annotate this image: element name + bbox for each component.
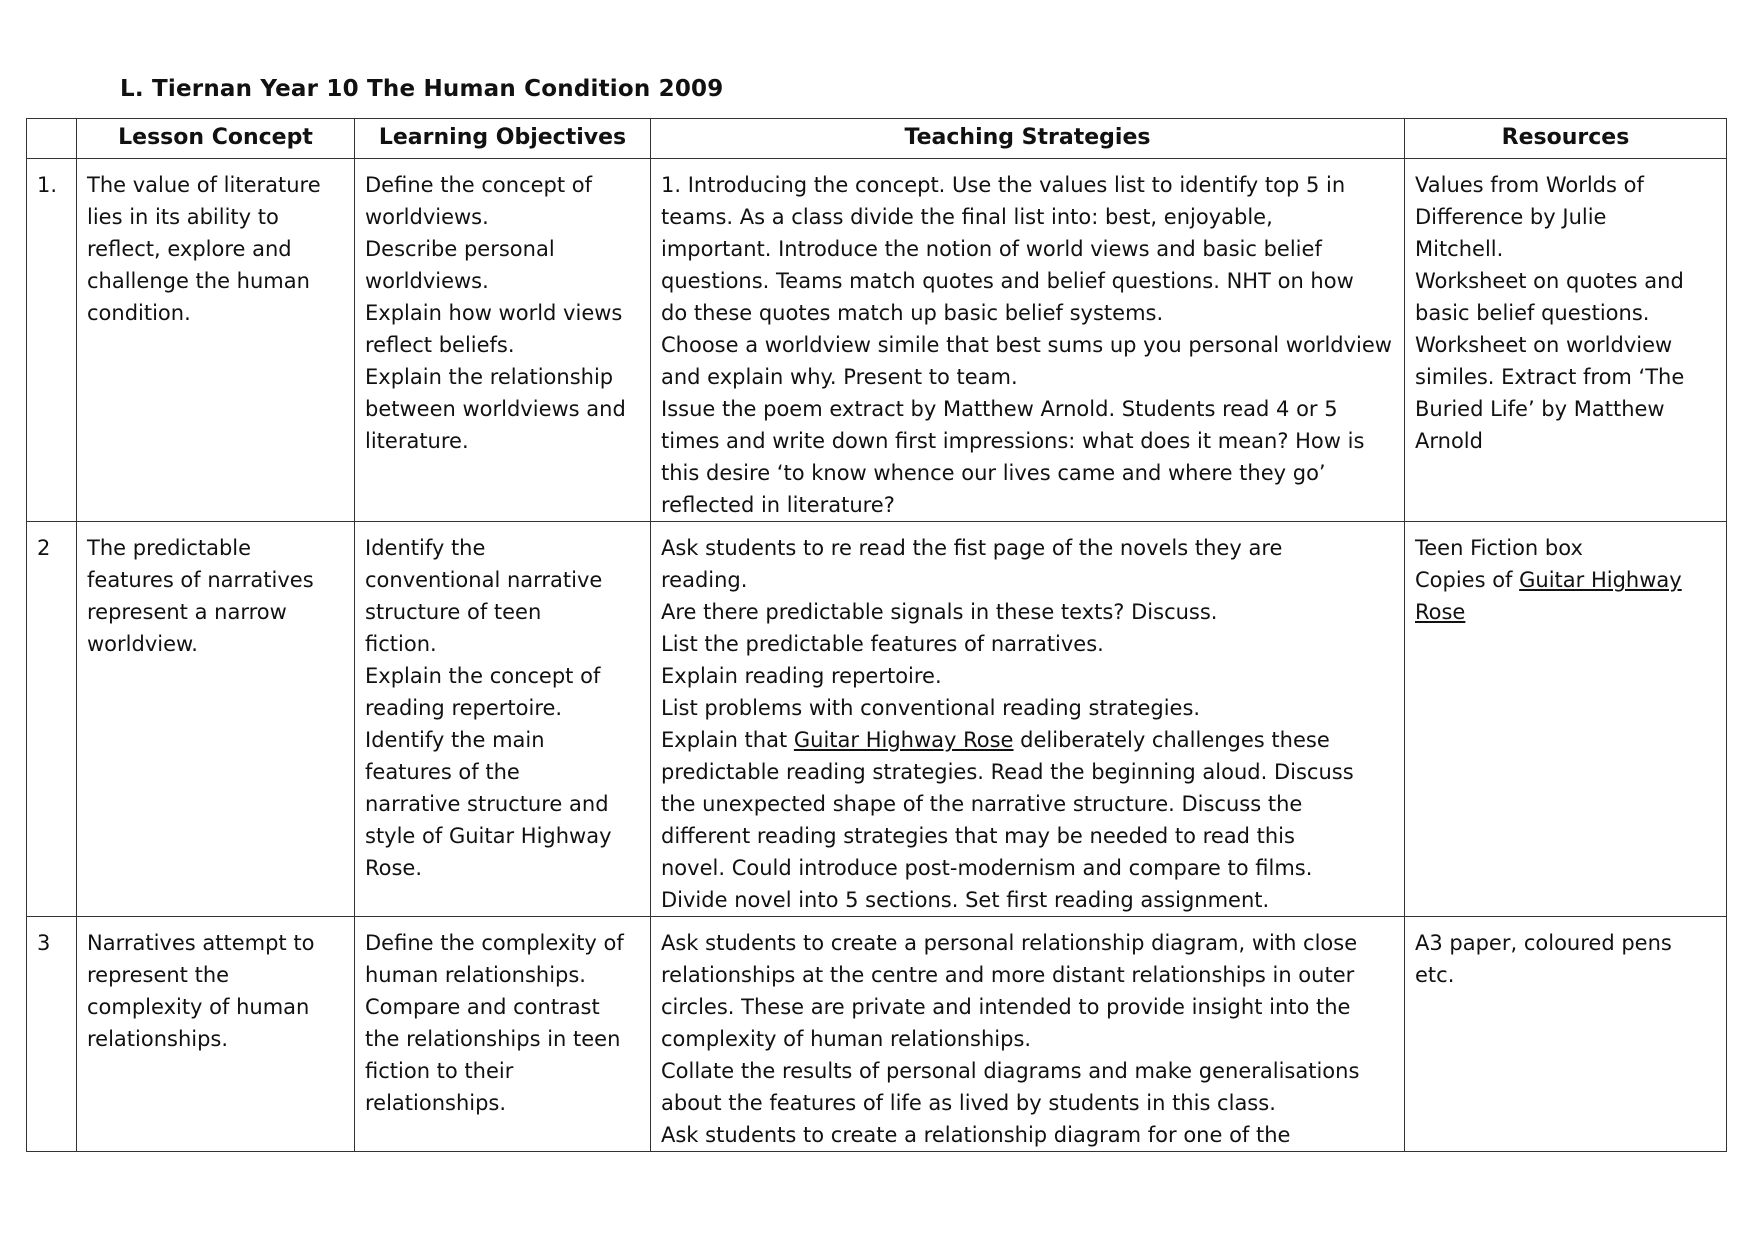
text-line: List problems with conventional reading strategies. (661, 696, 1201, 720)
text-line: reading repertoire. (365, 696, 563, 720)
page-title: L. Tiernan Year 10 The Human Condition 2009 (120, 76, 724, 102)
text-line: do these quotes match up basic belief systems. (661, 301, 1164, 325)
text-line: reflect, explore and (87, 237, 292, 261)
text-line: worldviews. (365, 269, 489, 293)
text-line: literature. (365, 429, 469, 453)
resources-cell (1405, 522, 1727, 917)
text-line: similes. Extract from ‘The (1415, 365, 1685, 389)
text-line: features of narratives (87, 568, 314, 592)
text-line: Teen Fiction box (1415, 536, 1583, 560)
text-line: Worksheet on worldview (1415, 333, 1673, 357)
novel-title: Guitar Highway Rose (793, 728, 1014, 752)
learning-objectives-cell (355, 522, 651, 917)
text-line: Difference by Julie (1415, 205, 1607, 229)
text-line: fiction. (365, 632, 437, 656)
header-teaching-strategies: Teaching Strategies (651, 119, 1405, 159)
teaching-strategies-cell (651, 917, 1405, 1152)
text-line: Compare and contrast (365, 995, 600, 1019)
text-line: this desire ‘to know whence our lives came and where they go’ (661, 461, 1326, 485)
text-line-with-title (1415, 564, 1716, 596)
text-line: Ask students to re read the fist page of the novels they are (661, 536, 1283, 560)
text-line: Define the complexity of (365, 931, 624, 955)
text-line: fiction to their (365, 1059, 514, 1083)
text-line: Identify the (365, 536, 486, 560)
row-number: 1. (27, 159, 77, 522)
text-line: important. Introduce the notion of world views and basic belief (661, 237, 1322, 261)
text-line: Explain reading repertoire. (661, 664, 942, 688)
text-line: Define the concept of (365, 173, 593, 197)
text-line: novel. Could introduce post-modernism and compare to films. (661, 856, 1313, 880)
text-line: questions. Teams match quotes and belief questions. NHT on how (661, 269, 1354, 293)
text-line: Ask students to create a personal relationship diagram, with close (661, 931, 1358, 955)
text-line: Choose a worldview simile that best sums up you personal worldview (661, 333, 1392, 357)
text-line: 1. Introducing the concept. Use the values list to identify top 5 in (661, 173, 1346, 197)
text-line: Describe personal (365, 237, 555, 261)
text-line: Issue the poem extract by Matthew Arnold. Students read 4 or 5 (661, 397, 1338, 421)
text-line: the relationships in teen (365, 1027, 621, 1051)
lesson-plan-table (26, 118, 1727, 1152)
text-line: the unexpected shape of the narrative structure. Discuss the (661, 792, 1303, 816)
text-segment: Copies of (1415, 568, 1520, 592)
text-line: represent a narrow (87, 600, 287, 624)
text-line: Collate the results of personal diagrams and make generalisations (661, 1059, 1360, 1083)
text-line: challenge the human (87, 269, 310, 293)
text-line: structure of teen (365, 600, 542, 624)
text-line: Identify the main (365, 728, 545, 752)
header-row (27, 119, 1727, 159)
text-line: Worksheet on quotes and (1415, 269, 1684, 293)
text-line-with-title (661, 724, 1394, 756)
text-line: etc. (1415, 963, 1455, 987)
novel-title: Guitar Highway (1519, 568, 1682, 592)
text-line: predictable reading strategies. Read the beginning aloud. Discuss (661, 760, 1354, 784)
text-line: reading. (661, 568, 748, 592)
text-line: Explain the relationship (365, 365, 614, 389)
header-lesson-concept: Lesson Concept (77, 119, 355, 159)
resources-cell (1405, 159, 1727, 522)
teaching-strategies-cell (651, 522, 1405, 917)
text-line: between worldviews and (365, 397, 626, 421)
novel-title: Rose (1415, 600, 1466, 624)
text-line: The predictable (87, 536, 252, 560)
lesson-concept-cell (77, 522, 355, 917)
learning-objectives-cell (355, 917, 651, 1152)
text-line: human relationships. (365, 963, 586, 987)
text-line: complexity of human relationships. (661, 1027, 1032, 1051)
lesson-concept-cell (77, 917, 355, 1152)
text-line: Explain how world views (365, 301, 623, 325)
text-line: Ask students to create a relationship diagram for one of the (661, 1123, 1291, 1147)
text-line: conventional narrative (365, 568, 603, 592)
text-line: Rose. (365, 856, 423, 880)
text-line: Divide novel into 5 sections. Set first reading assignment. (661, 888, 1270, 912)
text-line: and explain why. Present to team. (661, 365, 1018, 389)
text-line: Buried Life’ by Matthew (1415, 397, 1665, 421)
text-segment: Explain that (661, 728, 794, 752)
text-line: relationships at the centre and more distant relationships in outer (661, 963, 1355, 987)
table-row (27, 522, 1727, 917)
text-line: different reading strategies that may be needed to read this (661, 824, 1295, 848)
text-line: worldviews. (365, 205, 489, 229)
text-line: lies in its ability to (87, 205, 279, 229)
text-line: List the predictable features of narratives. (661, 632, 1104, 656)
text-line: Are there predictable signals in these texts? Discuss. (661, 600, 1218, 624)
learning-objectives-cell (355, 159, 651, 522)
text-line: Values from Worlds of (1415, 173, 1644, 197)
text-line: worldview. (87, 632, 198, 656)
text-line: reflect beliefs. (365, 333, 515, 357)
text-line: A3 paper, coloured pens (1415, 931, 1672, 955)
table-row (27, 917, 1727, 1152)
text-segment: deliberately challenges these (1013, 728, 1330, 752)
text-line: Mitchell. (1415, 237, 1504, 261)
text-line: reflected in literature? (661, 493, 895, 517)
text-line: condition. (87, 301, 191, 325)
text-line: complexity of human (87, 995, 310, 1019)
text-line: relationships. (87, 1027, 229, 1051)
lesson-concept-cell (77, 159, 355, 522)
resources-cell (1405, 917, 1727, 1152)
row-number: 3 (27, 917, 77, 1152)
header-learning-objectives: Learning Objectives (355, 119, 651, 159)
text-line: circles. These are private and intended to provide insight into the (661, 995, 1351, 1019)
table-row (27, 159, 1727, 522)
text-line: Explain the concept of (365, 664, 601, 688)
text-line: Narratives attempt to (87, 931, 315, 955)
text-line: represent the (87, 963, 230, 987)
text-line: narrative structure and (365, 792, 609, 816)
header-resources: Resources (1405, 119, 1727, 159)
text-line: The value of literature (87, 173, 321, 197)
text-line: Arnold (1415, 429, 1483, 453)
text-line: teams. As a class divide the final list into: best, enjoyable, (661, 205, 1273, 229)
row-number: 2 (27, 522, 77, 917)
text-line: style of Guitar Highway (365, 824, 612, 848)
text-line: features of the (365, 760, 520, 784)
text-line: times and write down first impressions: what does it mean? How is (661, 429, 1365, 453)
text-line: about the features of life as lived by students in this class. (661, 1091, 1276, 1115)
header-number (27, 119, 77, 159)
text-line: relationships. (365, 1091, 507, 1115)
text-line: basic belief questions. (1415, 301, 1650, 325)
teaching-strategies-cell (651, 159, 1405, 522)
